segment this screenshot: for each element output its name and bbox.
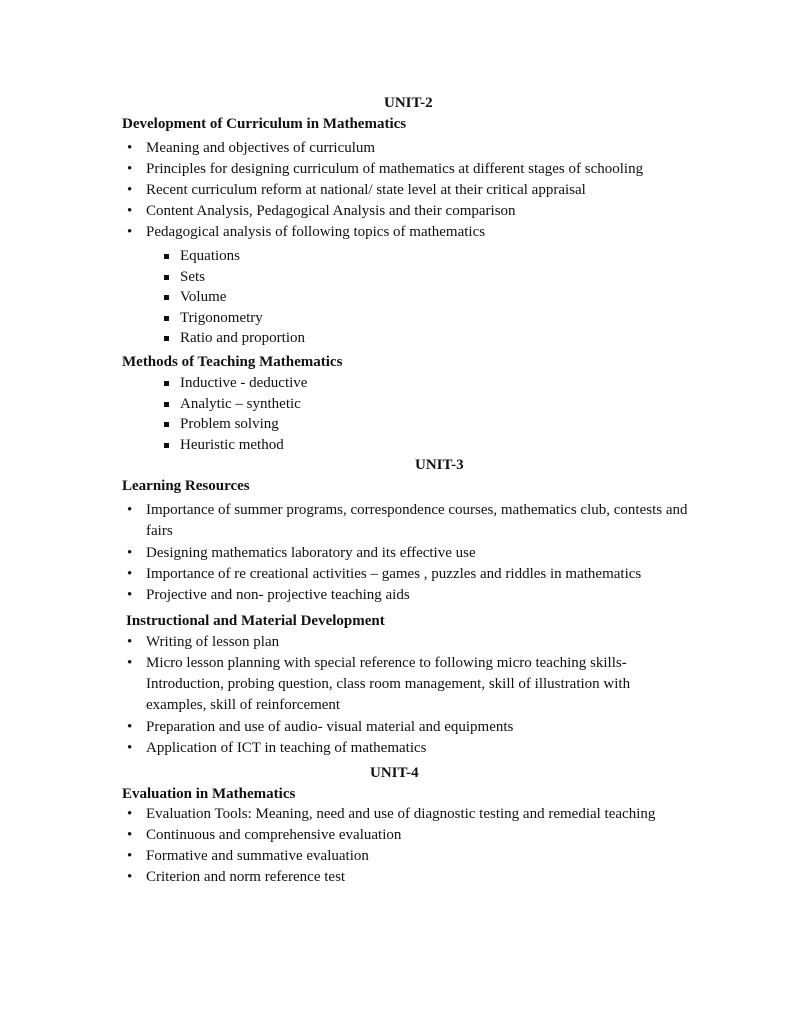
list-item: Equations bbox=[163, 246, 463, 267]
list-item: • Application of ICT in teaching of mathematics bbox=[122, 738, 662, 759]
list-item: • Continuous and comprehensive evaluation bbox=[122, 825, 702, 846]
list-item: • Importance of summer programs, correspondence courses, mathematics club, contests and fairs bbox=[122, 500, 692, 542]
list-item: Analytic – synthetic bbox=[163, 394, 463, 415]
unit-3-heading: UNIT-3 bbox=[415, 457, 464, 473]
learning-resources-list bbox=[122, 500, 692, 606]
list-item: Problem solving bbox=[163, 414, 463, 435]
methods-sub-list bbox=[163, 373, 463, 455]
list-item: Trigonometry bbox=[163, 308, 463, 329]
list-item: • Designing mathematics laboratory and its effective use bbox=[122, 543, 692, 564]
evaluation-in-mathematics-heading: Evaluation in Mathematics bbox=[122, 786, 296, 802]
list-item: • Criterion and norm reference test bbox=[122, 867, 702, 888]
unit-2-heading: UNIT-2 bbox=[384, 95, 433, 111]
instructional-material-list bbox=[122, 632, 662, 759]
list-item: • Recent curriculum reform at national/ state level at their critical appraisal bbox=[122, 180, 702, 201]
list-item: • Principles for designing curriculum of mathematics at different stages of schooling bbox=[122, 159, 702, 180]
list-item: Volume bbox=[163, 287, 463, 308]
learning-resources-heading: Learning Resources bbox=[122, 478, 250, 494]
list-item: Ratio and proportion bbox=[163, 328, 463, 349]
list-item: • Meaning and objectives of curriculum bbox=[122, 138, 702, 159]
instructional-material-development-heading: Instructional and Material Development bbox=[126, 613, 385, 629]
list-item: • Formative and summative evaluation bbox=[122, 846, 702, 867]
unit-4-heading: UNIT-4 bbox=[370, 765, 419, 781]
list-item: • Preparation and use of audio- visual material and equipments bbox=[122, 717, 662, 738]
methods-of-teaching-heading: Methods of Teaching Mathematics bbox=[122, 354, 343, 370]
topics-sub-list bbox=[163, 246, 463, 349]
list-item: • Pedagogical analysis of following topics of mathematics bbox=[122, 222, 702, 243]
list-item: • Content Analysis, Pedagogical Analysis and their comparison bbox=[122, 201, 702, 222]
list-item: • Importance of re creational activities – games , puzzles and riddles in mathematics bbox=[122, 564, 692, 585]
list-item: • Micro lesson planning with special reference to following micro teaching skills- Introduction, probing question, class room management, skill of illustration with examples, skill of reinforcement bbox=[122, 653, 662, 716]
list-item: • Evaluation Tools: Meaning, need and use of diagnostic testing and remedial teaching bbox=[122, 804, 702, 825]
curriculum-bullet-list bbox=[122, 138, 702, 243]
list-item: Heuristic method bbox=[163, 435, 463, 456]
evaluation-list bbox=[122, 804, 702, 888]
development-of-curriculum-heading: Development of Curriculum in Mathematics bbox=[122, 116, 407, 132]
list-item: Inductive - deductive bbox=[163, 373, 463, 394]
list-item: Sets bbox=[163, 267, 463, 288]
list-item: • Writing of lesson plan bbox=[122, 632, 662, 653]
list-item: • Projective and non- projective teaching aids bbox=[122, 585, 692, 606]
